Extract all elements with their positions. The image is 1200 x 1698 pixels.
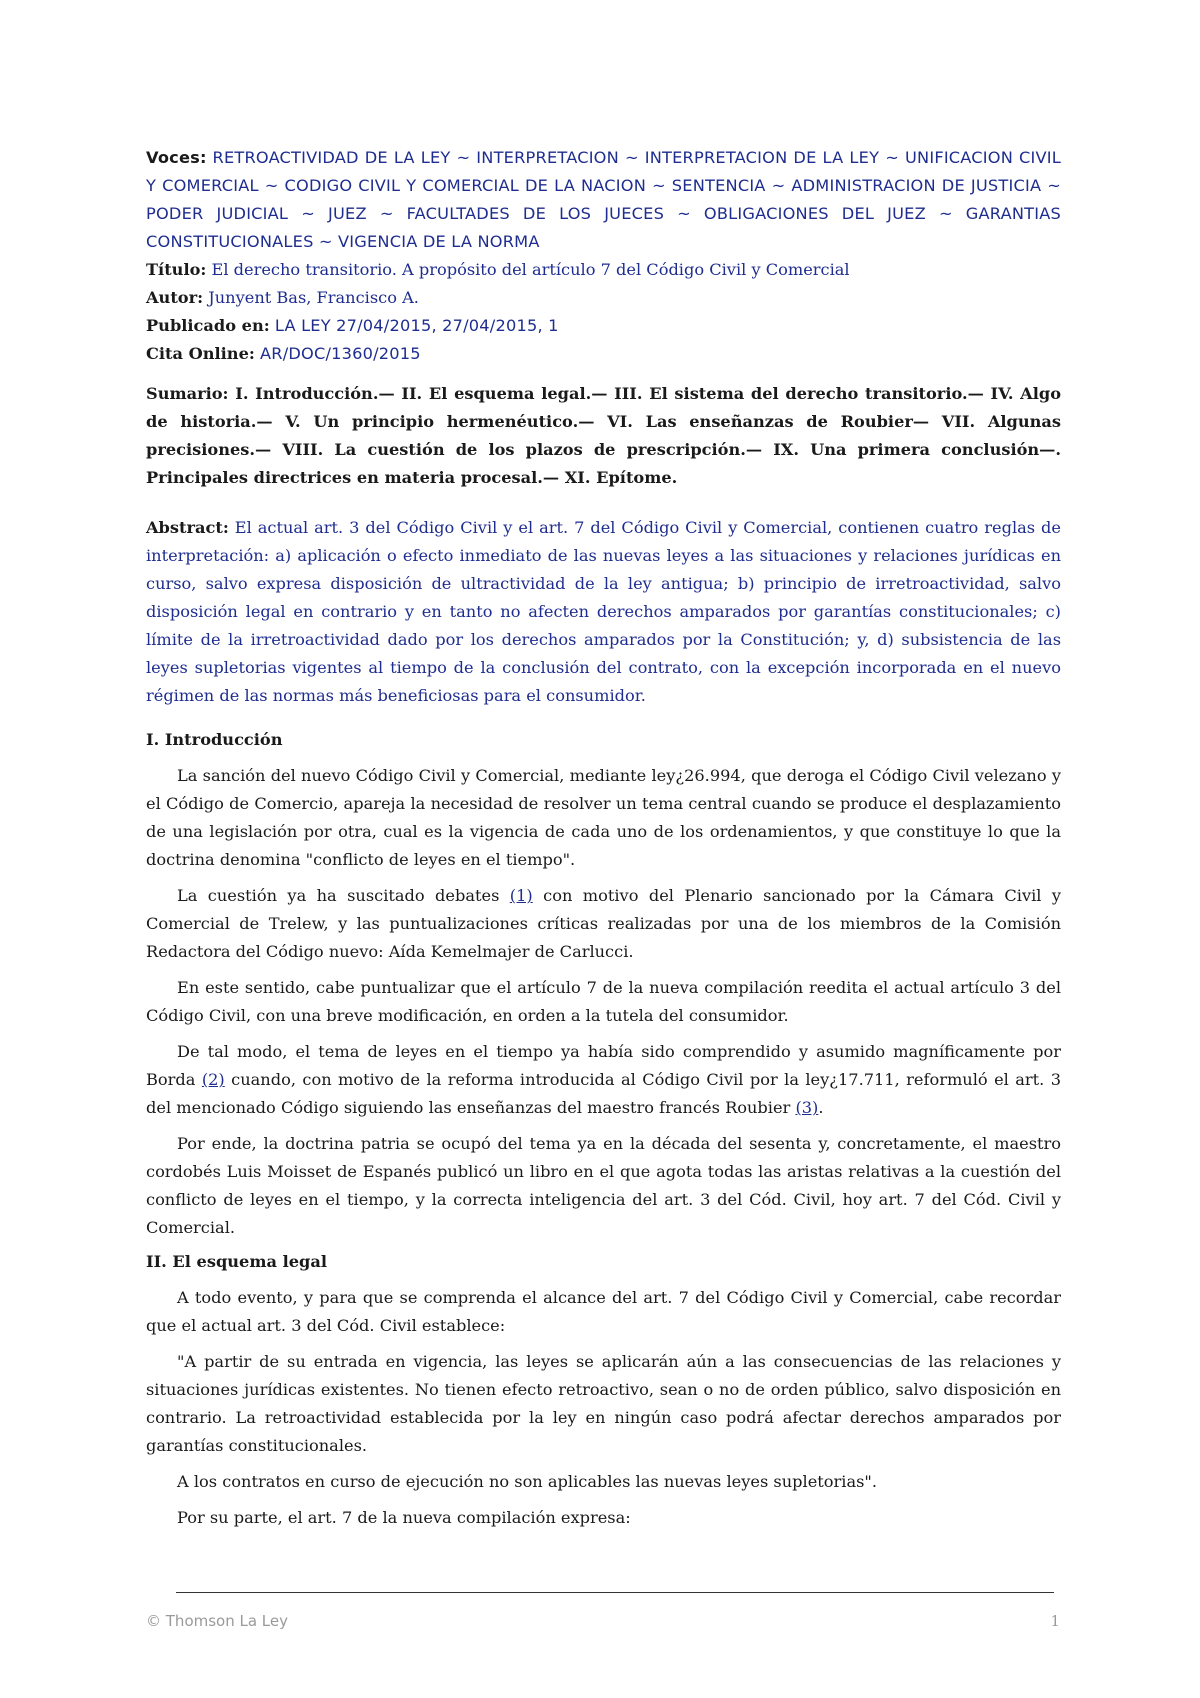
footnote-link-3[interactable]: (3) <box>795 1098 819 1118</box>
paragraph: A los contratos en curso de ejecución no son aplicables las nuevas leyes supletorias". <box>177 1472 877 1492</box>
voces-line <box>146 144 1061 256</box>
paragraph: Por su parte, el art. 7 de la nueva compilación expresa: <box>177 1508 631 1528</box>
titulo-label: Título: <box>146 260 207 279</box>
sumario: Sumario: I. Introducción.— II. El esquema legal.— III. El sistema del derecho transitorio.— IV. Algo de historia.— V. Un principio hermenéutico.— VI. Las enseñanzas de Roubier— VII. Algunas precisiones.— VIII. La cuestión de los plazos de prescripción.— IX. Una primera conclusión—. Principales directrices en materia procesal.— XI. Epítome. <box>146 384 1061 487</box>
publicado-line <box>146 312 1061 340</box>
voces-label: Voces: <box>146 148 207 167</box>
cita-value[interactable]: AR/DOC/1360/2015 <box>260 344 421 363</box>
abstract <box>146 514 1061 710</box>
titulo-value: El derecho transitorio. A propósito del artículo 7 del Código Civil y Comercial <box>211 260 850 279</box>
autor-label: Autor: <box>146 288 204 307</box>
publicado-value[interactable]: LA LEY 27/04/2015, 27/04/2015, 1 <box>274 316 559 335</box>
footnote-link-2[interactable]: (2) <box>201 1070 225 1090</box>
footnote-link-1[interactable]: (1) <box>509 886 533 906</box>
titulo-line <box>146 256 1061 284</box>
abstract-text: El actual art. 3 del Código Civil y el art. 7 del Código Civil y Comercial, contienen cuatro reglas de interpretación: a) aplicación o efecto inmediato de las nuevas leyes a las situaciones y relaciones jurídicas en curso, salvo expresa disposición de ultractividad de la ley antigua; b) principio de irretroactividad, salvo disposición legal en contrario y en tanto no afecten derechos amparados por garantías constitucionales; c) límite de la irretroactividad dado por los derechos amparados por la Constitución; y, d) subsistencia de las leyes supletorias vigentes al tiempo de la conclusión del contrato, con la excepción incorporada en el nuevo régimen de las normas más beneficiosas para el consumidor. <box>146 518 1061 705</box>
paragraph-text: con motivo del Plenario sancionado por la Cámara Civil y Comercial de Trelew, y las puntualizaciones críticas realizadas por una de los miembros de la Comisión Redactora del Código nuevo: Aída Kemelmajer de Carlucci. <box>146 886 1061 962</box>
abstract-label: Abstract: <box>146 518 229 537</box>
voces-keywords[interactable]: RETROACTIVIDAD DE LA LEY ~ INTERPRETACION ~ INTERPRETACION DE LA LEY ~ UNIFICACION CIVIL Y COMERCIAL ~ CODIGO CIVIL Y COMERCIAL DE LA NACION ~ SENTENCIA ~ ADMINISTRACION DE JUSTICIA ~ PODER JUDICIAL ~ JUEZ ~ FACULTADES DE LOS JUECES ~ OBLIGACIONES DEL JUEZ ~ GARANTIAS CONSTITUCIONALES ~ VIGENCIA DE LA NORMA <box>146 148 1061 251</box>
paragraph-text: . <box>818 1098 824 1118</box>
paragraph-text: De tal modo, el tema de leyes en el tiempo ya había sido comprendido y asumido magníficamente por Borda <box>146 1042 1061 1090</box>
paragraph-text: cuando, con motivo de la reforma introducida al Código Civil por la ley¿17.711, reformuló el art. 3 del mencionado Código siguiendo las enseñanzas del maestro francés Roubier <box>146 1070 1061 1118</box>
paragraph: Por ende, la doctrina patria se ocupó del tema ya en la década del sesenta y, concretamente, el maestro cordobés Luis Moisset de Espanés publicó un libro en el que agota todas las aristas relativas a la cuestión del conflicto de leyes en el tiempo, y la correcta inteligencia del art. 3 del Cód. Civil, hoy art. 7 del Cód. Civil y Comercial. <box>146 1134 1061 1238</box>
paragraph: La sanción del nuevo Código Civil y Comercial, mediante ley¿26.994, que deroga el Código Civil velezano y el Código de Comercio, apareja la necesidad de resolver un tema central cuando se produce el desplazamiento de una legislación por otra, cual es la vigencia de cada uno de los ordenamientos, y que constituye lo que la doctrina denomina "conflicto de leyes en el tiempo". <box>146 766 1061 870</box>
autor-line <box>146 284 1061 312</box>
footer-divider <box>176 1592 1054 1593</box>
paragraph <box>146 882 1061 966</box>
cita-label: Cita Online: <box>146 344 255 363</box>
publicado-label: Publicado en: <box>146 316 270 335</box>
paragraph: "A partir de su entrada en vigencia, las leyes se aplicarán aún a las consecuencias de las relaciones y situaciones jurídicas existentes. No tienen efecto retroactivo, sean o no de orden público, salvo disposición en contrario. La retroactividad establecida por la ley en ningún caso podrá afectar derechos amparados por garantías constitucionales. <box>146 1352 1061 1456</box>
paragraph: A todo evento, y para que se comprenda el alcance del art. 7 del Código Civil y Comercial, cabe recordar que el actual art. 3 del Cód. Civil establece: <box>146 1288 1061 1336</box>
section-heading-esquema-legal: II. El esquema legal <box>146 1252 327 1272</box>
cita-line <box>146 340 1061 368</box>
paragraph <box>146 1038 1061 1122</box>
paragraph-text: La cuestión ya ha suscitado debates <box>177 886 510 906</box>
page-number: 1 <box>1050 1612 1060 1630</box>
section-heading-introduccion: I. Introducción <box>146 730 283 750</box>
footer-copyright: © Thomson La Ley <box>146 1612 289 1630</box>
paragraph: En este sentido, cabe puntualizar que el artículo 7 de la nueva compilación reedita el actual artículo 3 del Código Civil, con una breve modificación, en orden a la tutela del consumidor. <box>146 978 1061 1026</box>
autor-value: Junyent Bas, Francisco A. <box>208 288 419 307</box>
document-body <box>146 144 1061 1532</box>
